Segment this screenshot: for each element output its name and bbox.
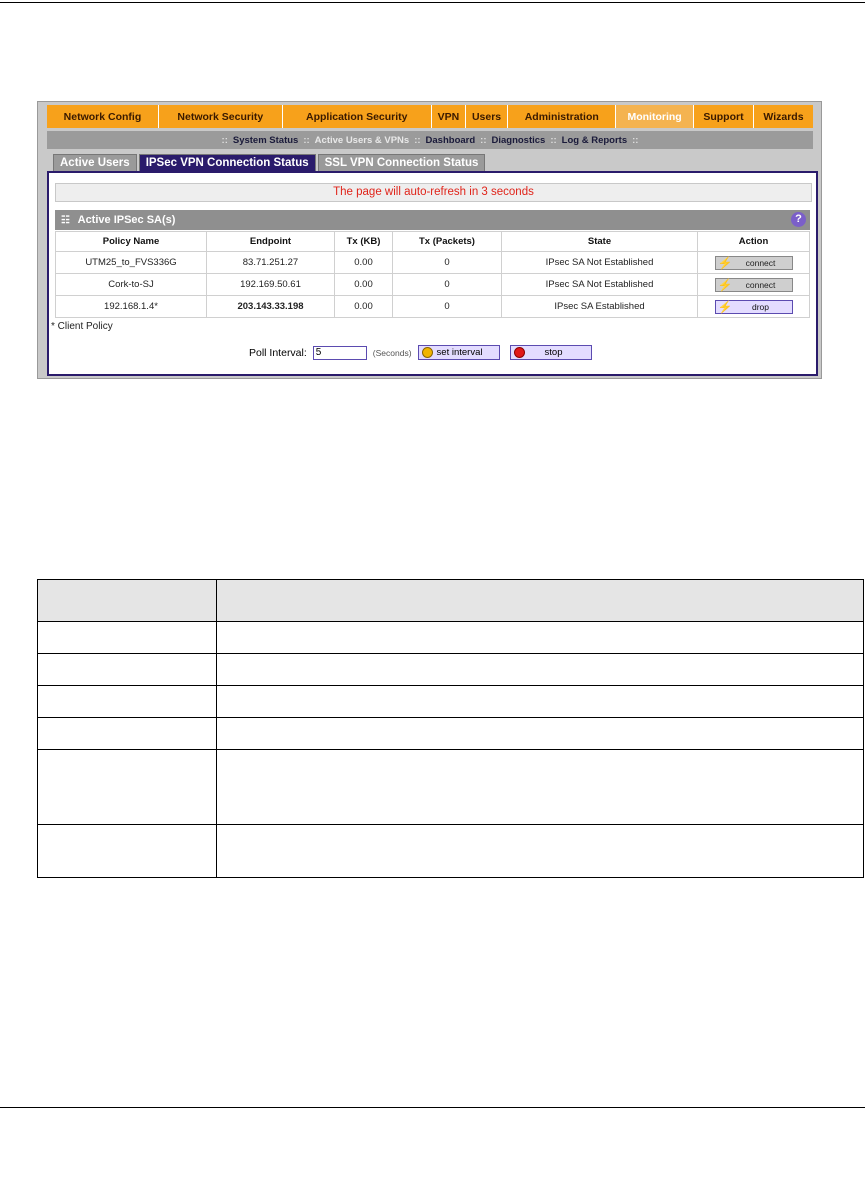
tx-packets: 0 [393, 296, 502, 318]
nav-monitoring[interactable]: Monitoring [616, 105, 694, 128]
action-cell [698, 252, 810, 274]
tx-kb: 0.00 [335, 274, 393, 296]
subnav-separator: :: [550, 134, 557, 146]
main-nav [47, 105, 813, 128]
table-row [38, 686, 864, 718]
subnav-separator: :: [221, 134, 228, 146]
state: IPsec SA Not Established [502, 274, 698, 296]
help-icon[interactable]: ? [791, 212, 806, 227]
lightning-icon: ⚡ [717, 277, 733, 292]
doc-cell [217, 622, 864, 654]
action-cell [698, 296, 810, 318]
footer-rule [0, 1107, 865, 1108]
screenshot-frame [37, 101, 822, 379]
doc-cell [38, 750, 217, 825]
doc-header-cell [38, 580, 217, 622]
content-panel [47, 171, 818, 376]
nav-application-security[interactable]: Application Security [283, 105, 432, 128]
subnav-system-status[interactable]: System Status [232, 134, 299, 146]
table-row [38, 750, 864, 825]
lightning-icon: ⚡ [717, 255, 733, 270]
endpoint: 83.71.251.27 [207, 252, 335, 274]
connect-label: connect [745, 279, 776, 290]
table-row [38, 825, 864, 878]
tx-kb: 0.00 [335, 252, 393, 274]
endpoint: 192.169.50.61 [207, 274, 335, 296]
tab-ssl-vpn-status[interactable]: SSL VPN Connection Status [318, 154, 486, 171]
subnav-separator: :: [632, 134, 639, 146]
action-cell [698, 274, 810, 296]
poll-interval-input[interactable] [313, 346, 367, 360]
poll-interval-row [249, 345, 592, 360]
table-row [38, 718, 864, 750]
subnav-separator: :: [303, 134, 310, 146]
stop-button[interactable] [510, 345, 592, 360]
nav-network-security[interactable]: Network Security [159, 105, 283, 128]
clock-icon [422, 347, 433, 358]
auto-refresh-message: The page will auto-refresh in 3 seconds [55, 183, 812, 202]
doc-cell [217, 718, 864, 750]
subnav-separator: :: [480, 134, 487, 146]
doc-cell [38, 654, 217, 686]
nav-wizards[interactable]: Wizards [763, 110, 804, 123]
broken-lightning-icon: ⚡ [717, 299, 733, 314]
doc-cell [217, 686, 864, 718]
subnav-log-reports[interactable]: Log & Reports [561, 134, 628, 146]
nav-support[interactable]: Support [694, 105, 754, 128]
doc-cell [38, 825, 217, 878]
set-interval-button[interactable] [418, 345, 500, 360]
subnav-diagnostics[interactable]: Diagnostics [491, 134, 546, 146]
subnav-separator: :: [414, 134, 421, 146]
subnav-active-users-vpns[interactable]: Active Users & VPNs [314, 134, 410, 146]
description-table [37, 579, 864, 878]
tx-kb: 0.00 [335, 296, 393, 318]
poll-interval-label: Poll Interval: [249, 346, 307, 359]
subnav-dashboard[interactable]: Dashboard [425, 134, 476, 146]
tx-packets: 0 [393, 252, 502, 274]
stop-label: stop [544, 347, 563, 358]
policy-name: 192.168.1.4* [56, 296, 207, 318]
table-row [56, 274, 810, 296]
table-row [56, 296, 810, 318]
col-endpoint: Endpoint [207, 232, 335, 252]
doc-cell [38, 718, 217, 750]
col-action: Action [698, 232, 810, 252]
state: IPsec SA Not Established [502, 252, 698, 274]
tx-packets: 0 [393, 274, 502, 296]
connect-button[interactable] [715, 278, 793, 292]
col-state: State [502, 232, 698, 252]
connect-button[interactable] [715, 256, 793, 270]
doc-cell [38, 686, 217, 718]
client-policy-note: * Client Policy [51, 321, 113, 332]
table-row [56, 252, 810, 274]
col-tx-packets: Tx (Packets) [393, 232, 502, 252]
set-interval-label: set interval [436, 347, 483, 358]
doc-cell [38, 622, 217, 654]
drop-button[interactable] [715, 300, 793, 314]
poll-interval-unit: (Seconds) [372, 347, 412, 358]
stop-icon [514, 347, 525, 358]
connect-label: connect [745, 257, 776, 268]
nav-network-config[interactable]: Network Config [47, 105, 159, 128]
doc-header-cell [217, 580, 864, 622]
state: IPsec SA Established [502, 296, 698, 318]
policy-name: Cork-to-SJ [56, 274, 207, 296]
col-tx-kb: Tx (KB) [335, 232, 393, 252]
sub-nav [47, 131, 813, 149]
doc-cell [217, 825, 864, 878]
tab-active-users[interactable]: Active Users [53, 154, 137, 171]
section-title: Active IPSec SA(s) [77, 214, 176, 226]
nav-vpn[interactable]: VPN [432, 105, 466, 128]
nav-users[interactable]: Users [466, 105, 508, 128]
col-policy-name: Policy Name [56, 232, 207, 252]
drop-label: drop [751, 301, 769, 312]
tab-ipsec-vpn-status[interactable]: IPSec VPN Connection Status [139, 154, 316, 171]
endpoint: 203.143.33.198 [207, 296, 335, 318]
table-row [38, 622, 864, 654]
ipsec-sa-table [55, 231, 810, 318]
nav-administration[interactable]: Administration [508, 105, 616, 128]
policy-name: UTM25_to_FVS336G [56, 252, 207, 274]
grip-icon: ☷ [61, 215, 70, 226]
doc-cell [217, 750, 864, 825]
header-rule [0, 2, 865, 3]
section-header [55, 210, 810, 230]
doc-cell [217, 654, 864, 686]
table-row [38, 654, 864, 686]
tab-bar [53, 154, 485, 171]
doc-table-header [38, 580, 864, 622]
